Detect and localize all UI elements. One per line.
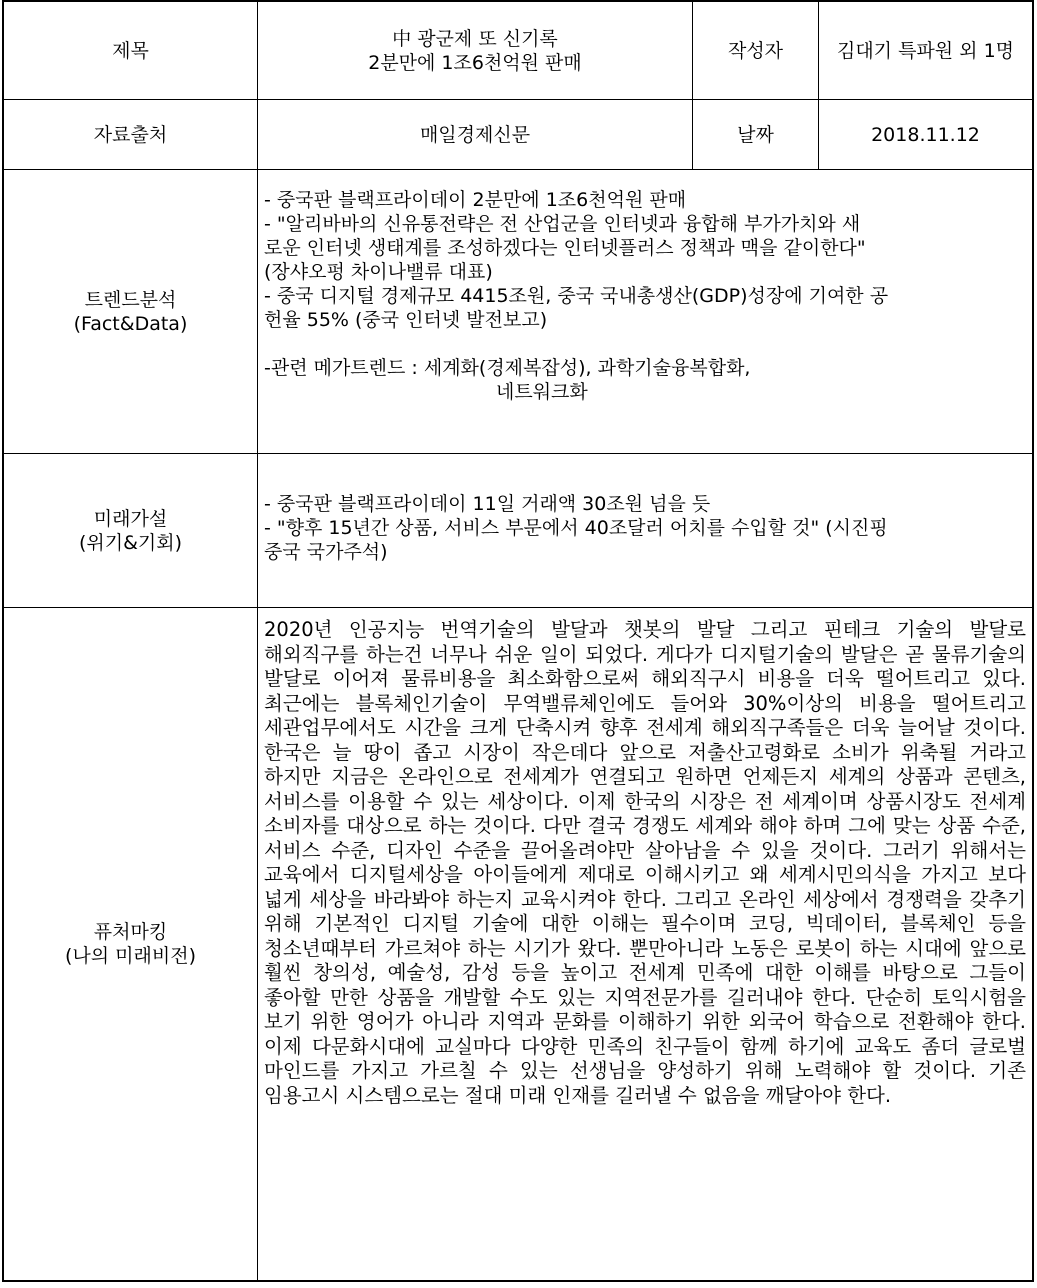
future-label-line1: 미래가설 [93, 507, 168, 530]
megatrend-line2: 네트워크화 [496, 381, 588, 403]
source-label: 자료출처 [93, 123, 168, 146]
megatrend-line1: -관련 메가트렌드 : 세계화(경제복잡성), 과학기술융복합화, [264, 357, 751, 379]
trend-line: (장샤오펑 차이나밸류 대표) [264, 261, 493, 283]
title-value-cell [258, 2, 693, 100]
trend-label-line2: (Fact&Data) [73, 312, 188, 335]
source-value-cell [258, 100, 693, 170]
future-line: 중국 국가주석) [264, 541, 388, 563]
date-value: 2018.11.12 [871, 123, 980, 146]
marking-label-line2: (나의 미래비전) [65, 945, 196, 967]
trend-label-cell [4, 170, 258, 454]
author-label: 작성자 [727, 39, 784, 62]
title-label: 제목 [112, 39, 149, 62]
title-label-cell [4, 2, 258, 100]
marking-label-cell [4, 608, 258, 1280]
report-table [2, 0, 1034, 1282]
date-label: 날짜 [737, 123, 774, 146]
source-label-cell [4, 100, 258, 170]
marking-body: 2020년 인공지능 번역기술의 발달과 챗봇의 발달 그리고 핀테크 기술의 발달로 해외직구를 하는건 너무나 쉬운 일이 되었다. 게다가 디지털기술의 발달은 곧 물류기술의 발달로 이어져 물류비용을 최소화함으로써 해외직구시 비용을 더욱 떨어트리고 있다. 최근에는 블록체인기술이 무역밸류체인에도 들어와 30%이상의 비용을 떨어트리고 세관업무에서도 시간을 크게 단축시켜 향후 전세계 해외직구족들은 더욱 늘어날 것이다. 한국은 늘 땅이 좁고 시장이 작은데다 앞으로 저출산고령화로 소비가 위축될 거라고 하지만 지금은 온라인으로 전세계가 연결되고 원하면 언제든지 세계의 상품과 콘텐츠, 서비스를 이용할 수 있는 세상이다. 이제 한국의 시장은 전 세계이며 상품시장도 전세계 소비자를 대상으로 하는 것이다. 다만 결국 경쟁도 세계와 해야 하며 그에 맞는 상품 수준, 서비스 수준, 디자인 수준을 끌어올려야만 살아남을 수 있을 것이다. 그러기 위해서는 교육에서 디지털세상을 아이들에게 제대로 이해시키고 왜 세계시민의식을 가지고 보다 넓게 세상을 바라봐야 하는지 교육시켜야 한다. 그리고 온라인 세상에서 경쟁력을 갖추기 위해 기본적인 디지털 기술에 대한 이해는 필수이며 코딩, 빅데이터, 블록체인 등을 청소년때부터 가르쳐야 하는 시기가 왔다. 뿐만아니라 노동은 로봇이 하는 시대에 앞으로 훨씬 창의성, 예술성, 감성 등을 높이고 전세계 민족에 대한 이해를 바탕으로 그들이 좋아할 만한 상품을 개발할 수도 있는 지역전문가를 길러내야 한다. 단순히 토익시험을 보기 위한 영어가 아니라 지역과 문화를 이해하기 위한 외국어 학습으로 전환해야 한다. 이제 다문화시대에 교실마다 다양한 민족의 친구들이 함께 하기에 교육도 좀더 글로벌 마인드를 가지고 가르칠 수 있는 선생님을 양성하기 위해 노력해야 할 것이다. 기존 임용고시 시스템으로는 절대 미래 인재를 길러낼 수 없음을 깨달아야 한다. [264, 618, 1026, 1107]
marking-label-line1: 퓨처마킹 [93, 921, 168, 943]
future-line: - "향후 15년간 상품, 서비스 부문에서 40조달러 어치를 수입할 것" (시진핑 [264, 517, 888, 539]
title-value-line2: 2분만에 1조6천억원 판매 [368, 51, 582, 74]
trend-line: - 중국 디지털 경제규모 4415조원, 중국 국내총생산(GDP)성장에 기여한 공 [264, 285, 889, 307]
trend-line: 헌율 55% (중국 인터넷 발전보고) [264, 309, 548, 331]
future-line: - 중국판 블랙프라이데이 11일 거래액 30조원 넘을 듯 [264, 493, 711, 515]
marking-content [258, 608, 1032, 1280]
trend-line: - "알리바바의 신유통전략은 전 산업군을 인터넷과 융합해 부가가치와 새 [264, 213, 861, 235]
source-value: 매일경제신문 [419, 123, 531, 146]
author-value-cell [819, 2, 1032, 100]
title-value-line1: 中 광군제 또 신기록 [392, 27, 558, 50]
trend-line: 로운 인터넷 생태계를 조성하겠다는 인터넷플러스 정책과 맥을 같이한다" [264, 237, 866, 259]
future-label-cell [4, 454, 258, 608]
author-value: 김대기 특파원 외 1명 [836, 39, 1015, 62]
future-content [258, 454, 1032, 608]
trend-content [258, 170, 1032, 454]
trend-label-line1: 트렌드분석 [84, 288, 177, 311]
author-label-cell [693, 2, 819, 100]
future-label-line2: (위기&기회) [78, 531, 183, 554]
trend-line: - 중국판 블랙프라이데이 2분만에 1조6천억원 판매 [264, 189, 687, 211]
date-value-cell [819, 100, 1032, 170]
date-label-cell [693, 100, 819, 170]
